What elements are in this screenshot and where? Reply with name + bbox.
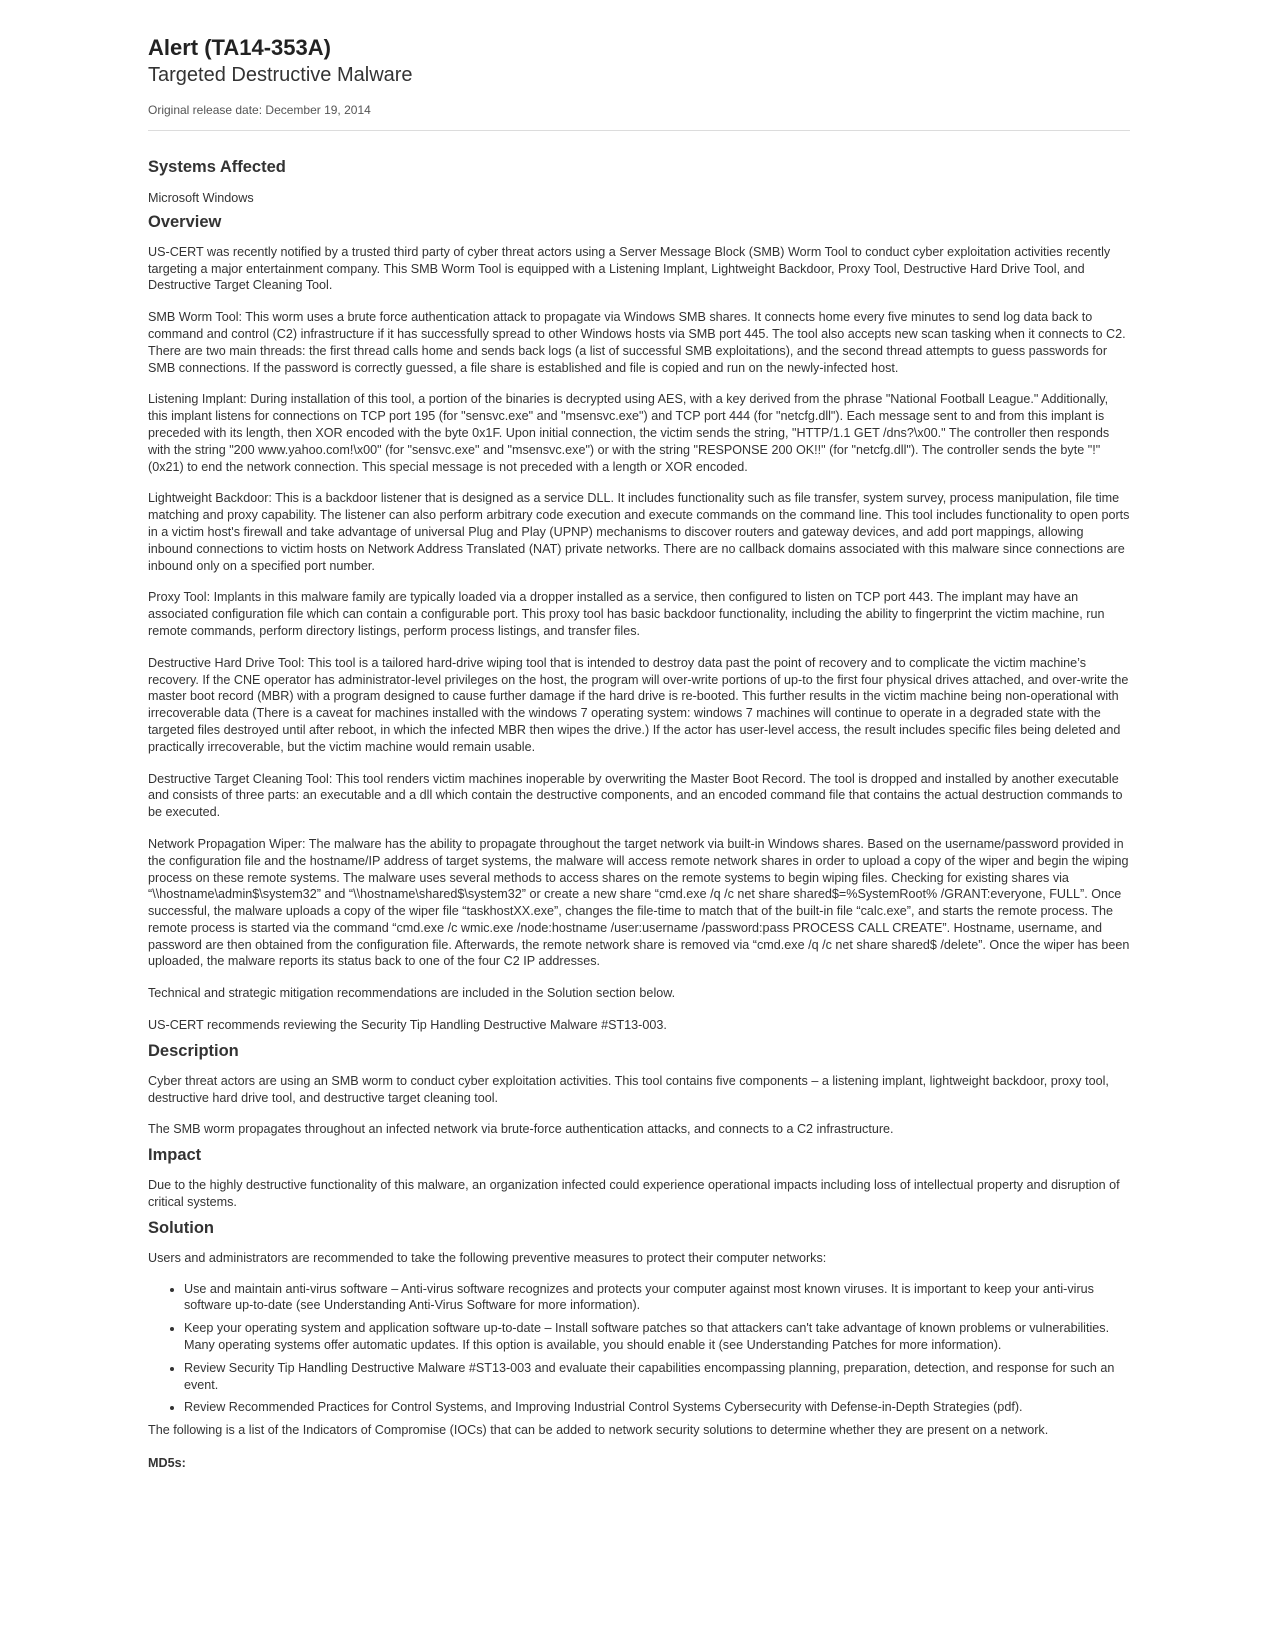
- description-paragraph: Cyber threat actors are using an SMB worm to conduct cyber exploitation activities. This tool contains five components – a listening implant, lightweight backdoor, proxy tool, destructive hard drive tool, and destructive target cleaning tool.: [148, 1073, 1109, 1105]
- overview-paragraph: Listening Implant: During installation of this tool, a portion of the binaries is decrypted using AES, with a key derived from the phrase "National Football League." Additionally, this implant listens for connections on TCP port 195 (for "sensvc.exe" and "msensvc.exe") and TCP port 444 (for "netcfg.dll"). Each message sent to and from this implant is preceded with its length, then XOR encoded with the byte 0x1F. Upon initial connection, the victim sends the string, "HTTP/1.1 GET /dns?\x00." The controller then responds with the string "200 www.yahoo.com!\x00" (for "sensvc.exe" and "msensvc.exe") or with the string "RESPONSE 200 OK!!" (for "netcfg.dll"). The controller sends the byte "!" (0x21) to end the network connection. This special message is not preceded with a length or XOR encoded.: [148, 392, 1110, 474]
- document-page: [148, 34, 1130, 1472]
- description-heading: Description: [148, 1041, 239, 1060]
- systems-affected-heading: Systems Affected: [148, 158, 286, 176]
- list-item: • Review Security Tip Handling Destructive Malware #ST13-003 and evaluate their capabilities encompassing planning, preparation, detection, and response for such an event.: [184, 1360, 1130, 1394]
- md5s-label: MD5s:: [148, 1456, 186, 1471]
- list-item: • Review Recommended Practices for Control Systems, and Improving Industrial Control Systems Cybersecurity with Defense-in-Depth Strategies (pdf).: [184, 1399, 1130, 1416]
- solution-heading: Solution: [148, 1218, 214, 1237]
- list-item: • Keep your operating system and application software up-to-date – Install software patches so that attackers can't take advantage of known problems or vulnerabilities. Many operating systems offer automatic updates. If this option is available, you should enable it (see Understanding Patches for more information).: [184, 1320, 1130, 1354]
- impact-paragraph: Due to the highly destructive functionality of this malware, an organization infected could experience operational impacts including loss of intellectual property and disruption of critical systems.: [148, 1178, 1120, 1210]
- alert-subtitle: Targeted Destructive Malware: [148, 64, 413, 86]
- overview-paragraph: Technical and strategic mitigation recommendations are included in the Solution section below.: [148, 986, 676, 1001]
- overview-paragraph: SMB Worm Tool: This worm uses a brute force authentication attack to propagate via Windows SMB shares. It connects home every five minutes to send log data back to command and control (C2) infrastructure if it has successfully spread to other Windows hosts via SMB port 445. The tool also accepts new scan tasking when it connects to C2. There are two main threads: the first thread calls home and sends back logs (a list of successful SMB exploitations), and the second thread attempts to guess passwords for SMB connections. If the password is correctly guessed, a file share is established and file is copied and run on the newly-infected host.: [148, 310, 1126, 375]
- impact-heading: Impact: [148, 1146, 202, 1165]
- list-item: • Use and maintain anti-virus software – Anti-virus software recognizes and protects your computer against most known viruses. It is important to keep your anti-virus software up-to-date (see Understanding Anti-Virus Software for more information).: [184, 1281, 1130, 1315]
- systems-affected-text: Microsoft Windows: [148, 191, 254, 205]
- overview-paragraph: Destructive Hard Drive Tool: This tool is a tailored hard-drive wiping tool that is intended to destroy data past the point of recovery and to complicate the victim machine’s recovery. If the CNE operator has administrator-level privileges on the host, the program will over-write portions of up-to the first four physical drives attached, and over-write the master boot record (MBR) with a program designed to cause further damage if the hard drive is re-booted. This further results in the victim machine being non-operational with irrecoverable data (There is a caveat for machines installed with the windows 7 operating system: windows 7 machines will continue to operate in a degraded state with the targeted files destroyed until after reboot, in which the infected MBR then wipes the drive.) If the actor has user-level access, the result includes specific files being deleted and practically irrecoverable, but the victim machine would remain usable.: [148, 655, 1129, 754]
- overview-paragraph: Lightweight Backdoor: This is a backdoor listener that is designed as a service DLL. It includes functionality such as file transfer, system survey, process manipulation, file time matching and proxy capability. The listener can also perform arbitrary code execution and execute commands on the command line. This tool includes functionality to open ports in a victim host's firewall and take advantage of universal Plug and Play (UPNP) mechanisms to discover routers and gateway devices, and add port mappings, allowing inbound connections to victim hosts on Network Address Translated (NAT) private networks. There are no callback domains associated with this malware since connections are inbound only on a specified port number.: [148, 491, 1130, 573]
- overview-heading: Overview: [148, 212, 222, 231]
- release-date: Original release date: December 19, 2014: [148, 103, 371, 117]
- alert-title: Alert (TA14-353A): [148, 35, 331, 60]
- solution-intro: Users and administrators are recommended to take the following preventive measures to protect their computer networks:: [148, 1250, 827, 1265]
- overview-paragraph: US-CERT was recently notified by a trusted third party of cyber threat actors using a Server Message Block (SMB) Worm Tool to conduct cyber exploitation activities recently targeting a major entertainment company. This SMB Worm Tool is equipped with a Listening Implant, Lightweight Backdoor, Proxy Tool, Destructive Hard Drive Tool, and Destructive Target Cleaning Tool.: [148, 244, 1111, 293]
- overview-paragraph: US-CERT recommends reviewing the Security Tip Handling Destructive Malware #ST13-003.: [148, 1018, 667, 1033]
- solution-list: [148, 1281, 1130, 1417]
- ioc-intro: The following is a list of the Indicators of Compromise (IOCs) that can be added to network security solutions to determine whether they are present on a network.: [148, 1423, 1049, 1438]
- overview-paragraph: Proxy Tool: Implants in this malware family are typically loaded via a dropper installed as a service, then configured to listen on TCP port 443. The implant may have an associated configuration file which can contain a configurable port. This proxy tool has basic backdoor functionality, including the ability to fingerprint the victim machine, run remote commands, perform directory listings, perform process listings, and transfer files.: [148, 590, 1105, 638]
- header-divider: [148, 130, 1130, 131]
- description-paragraph: The SMB worm propagates throughout an infected network via brute-force authentication attacks, and connects to a C2 infrastructure.: [148, 1122, 894, 1137]
- overview-paragraph: Destructive Target Cleaning Tool: This tool renders victim machines inoperable by overwriting the Master Boot Record. The tool is dropped and installed by another executable and consists of three parts: an executable and a dll which contain the destructive components, and an encoded command file that contains the actual destruction commands to be executed.: [148, 771, 1123, 820]
- overview-paragraph: Network Propagation Wiper: The malware has the ability to propagate throughout the target network via built-in Windows shares. Based on the username/password provided in the configuration file and the hostname/IP address of target systems, the malware will access remote network shares in order to upload a copy of the wiper and begin the wiping process on these remote systems. The malware uses several methods to access shares on the remote systems to begin wiping files. Checking for existing shares via “\\hostname\admin$\system32” and “\\hostname\shared$\system32” or create a new share “cmd.exe /q /c net share shared$=%SystemRoot% /GRANT:everyone, FULL”. Once successful, the malware uploads a copy of the wiper file “taskhostXX.exe”, changes the file-time to match that of the built-in file “calc.exe”, and starts the remote process. The remote process is started via the command “cmd.exe /c wmic.exe /node:hostname /user:username /password:pass PROCESS CALL CREATE”. Hostname, username, and password are then obtained from the configuration file. Afterwards, the remote network share is removed via “cmd.exe /q /c net share shared$ /delete”. Once the wiper has been uploaded, the malware reports its status back to one of the four C2 IP addresses.: [148, 836, 1130, 969]
